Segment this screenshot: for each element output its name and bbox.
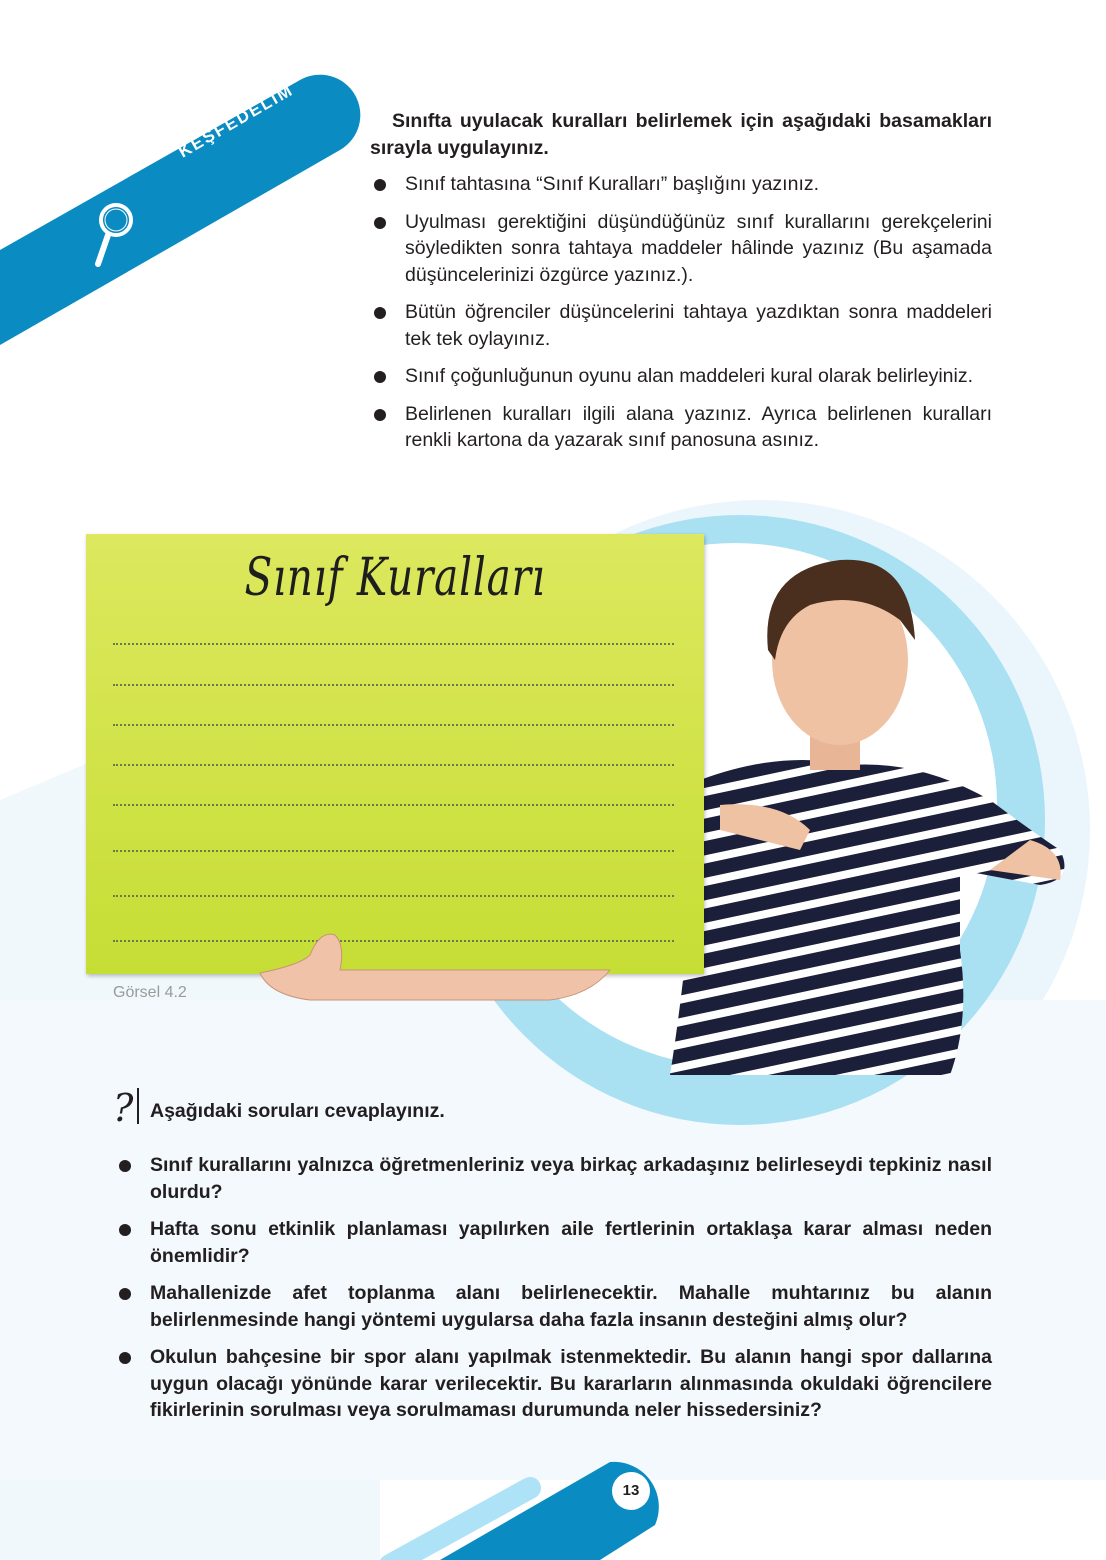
step-text: Sınıf çoğunluğunun oyunu alan maddeleri kural olarak belirleyiniz. [405,365,974,387]
magnifier-icon [88,198,138,270]
dotted-line [113,724,674,726]
questions-heading-text: Aşağıdaki soruları cevaplayınız. [150,1100,445,1122]
bullet-icon [119,1224,131,1236]
question-mark-icon: ? [113,1086,134,1130]
question-list [115,1152,992,1435]
question-text: Sınıf kurallarını yalnızca öğretmenleriniz veya birkaç arkadaşınız belirleseydi tepkiniz nasıl olurdu? [150,1154,992,1203]
bullet-icon [119,1352,131,1364]
step-text: Belirlenen kuralları ilgili alana yazınız. Ayrıca belirlenen kuralları renkli kartona da yazarak sınıf panosuna asınız. [405,402,992,451]
question-item [115,1280,992,1333]
bullet-icon [374,371,386,383]
dotted-line [113,643,674,645]
instructions-lead: Sınıfta uyulacak kuralları belirlemek için aşağıdaki basamakları sırayla uygulayınız. [370,110,992,159]
question-text: Hafta sonu etkinlik planlaması yapılırken aile fertlerinin ortaklaşa karar alması neden önemlidir? [150,1218,992,1267]
activity-instructions [370,108,992,465]
step-item [370,299,992,352]
bullet-icon [119,1160,131,1172]
dotted-line [113,850,674,852]
step-text: Sınıf tahtasına “Sınıf Kuralları” başlığını yazınız. [405,173,820,195]
question-item [115,1216,992,1269]
section-banner-label: KEŞFEDELİM [175,80,297,162]
step-text: Bütün öğrenciler düşüncelerini tahtaya yazdıktan sonra maddeleri tek tek oylayınız. [405,301,992,350]
step-item [370,401,992,454]
hand-holding-board [250,925,620,1005]
question-item [115,1152,992,1205]
dotted-line [113,895,674,897]
bullet-icon [374,217,386,229]
bullet-icon [374,409,386,421]
step-text: Uyulması gerektiğini düşündüğünüz sınıf kurallarını gerekçelerini söyledikten sonra tahtaya maddeler hâlinde yazınız (Bu aşamada düşüncelerinizi özgürce yazınız.). [405,210,992,286]
boy-pointing-image [660,550,1080,1080]
step-item [370,171,992,198]
step-item [370,209,992,289]
image-caption: Görsel 4.2 [113,984,187,1001]
bullet-icon [119,1288,131,1300]
question-text: Mahallenizde afet toplanma alanı belirlenecektir. Mahalle muhtarınız bu alanın belirlenmesinde hangi yöntemi uygularsa daha fazla insanın desteğini almış olur? [150,1282,992,1331]
question-text: Okulun bahçesine bir spor alanı yapılmak istenmektedir. Bu alanın hangi spor dallarına uygun olacağı yönünde karar verilecektir. Bu kararların alınmasında okuldaki öğrencilere fikirlerinin sorulması veya sorulmaması durumunda neler hissedersiniz? [150,1346,992,1421]
page-number: 13 [612,1472,650,1510]
class-rules-board [86,534,704,974]
dotted-line [113,804,674,806]
divider [137,1088,139,1124]
dotted-line [113,684,674,686]
bullet-icon [374,307,386,319]
dotted-line [113,764,674,766]
step-item [370,363,992,390]
bullet-icon [374,179,386,191]
board-title: Sınıf Kuralları [244,548,546,608]
question-item [115,1344,992,1424]
